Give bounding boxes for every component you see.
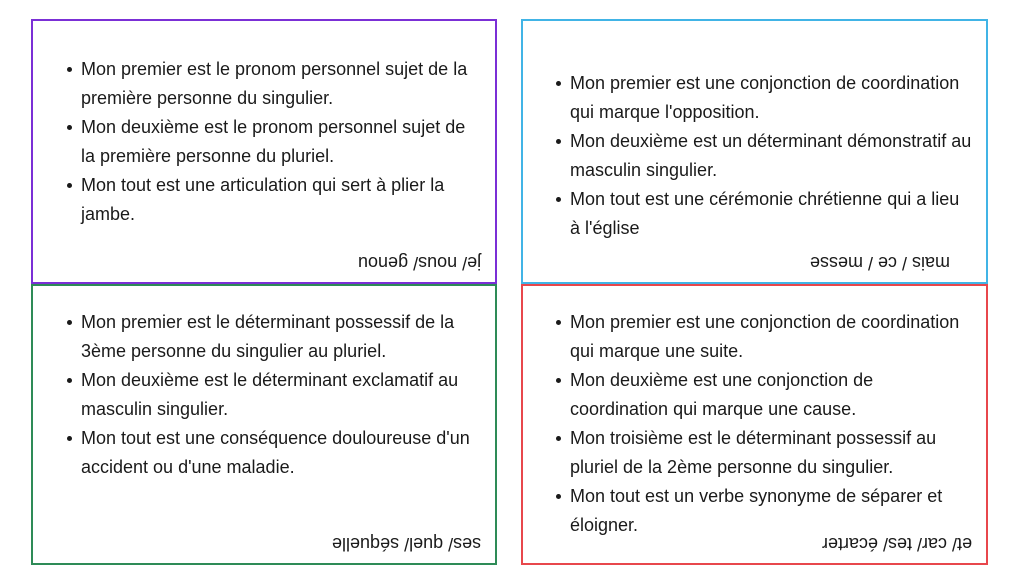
clue-item: Mon deuxième est le déterminant exclamatif au masculin singulier. bbox=[67, 366, 481, 424]
clue-item: Mon premier est une conjonction de coordination qui marque l'opposition. bbox=[556, 69, 972, 127]
clue-item: Mon tout est une conséquence douloureuse d'un accident ou d'une maladie. bbox=[67, 424, 481, 482]
riddle-card-et-car-tes-ecarter bbox=[521, 284, 988, 565]
upside-down-answer: et/ car/ tes/ écarter bbox=[821, 534, 972, 554]
clue-item: Mon troisième est le déterminant possessif au pluriel de la 2ème personne du singulier. bbox=[556, 424, 972, 482]
clue-item: Mon deuxième est une conjonction de coordination qui marque une cause. bbox=[556, 366, 972, 424]
upside-down-answer: mais / ce / messe bbox=[809, 253, 950, 273]
clue-item: Mon deuxième est un déterminant démonstratif au masculin singulier. bbox=[556, 127, 972, 185]
clue-item: Mon premier est une conjonction de coordination qui marque une suite. bbox=[556, 308, 972, 366]
clue-list bbox=[67, 55, 481, 229]
clue-list bbox=[556, 308, 972, 540]
riddle-card-je-nous-genou bbox=[31, 19, 497, 284]
clue-item: Mon deuxième est le pronom personnel sujet de la première personne du pluriel. bbox=[67, 113, 481, 171]
upside-down-answer: ses/ quel/ séquelle bbox=[331, 534, 481, 554]
clue-list bbox=[67, 308, 481, 482]
clue-item: Mon tout est une cérémonie chrétienne qui a lieu à l'église bbox=[556, 185, 972, 243]
clue-item: Mon premier est le déterminant possessif de la 3ème personne du singulier au pluriel. bbox=[67, 308, 481, 366]
riddle-card-mais-ce-messe bbox=[521, 19, 988, 284]
upside-down-answer: je/ nous/ genou bbox=[357, 253, 481, 273]
clue-list bbox=[556, 69, 972, 243]
riddle-card-ses-quel-sequelle bbox=[31, 284, 497, 565]
clue-item: Mon premier est le pronom personnel sujet de la première personne du singulier. bbox=[67, 55, 481, 113]
clue-item: Mon tout est une articulation qui sert à plier la jambe. bbox=[67, 171, 481, 229]
clue-item: Mon tout est un verbe synonyme de séparer et éloigner. bbox=[556, 482, 972, 540]
